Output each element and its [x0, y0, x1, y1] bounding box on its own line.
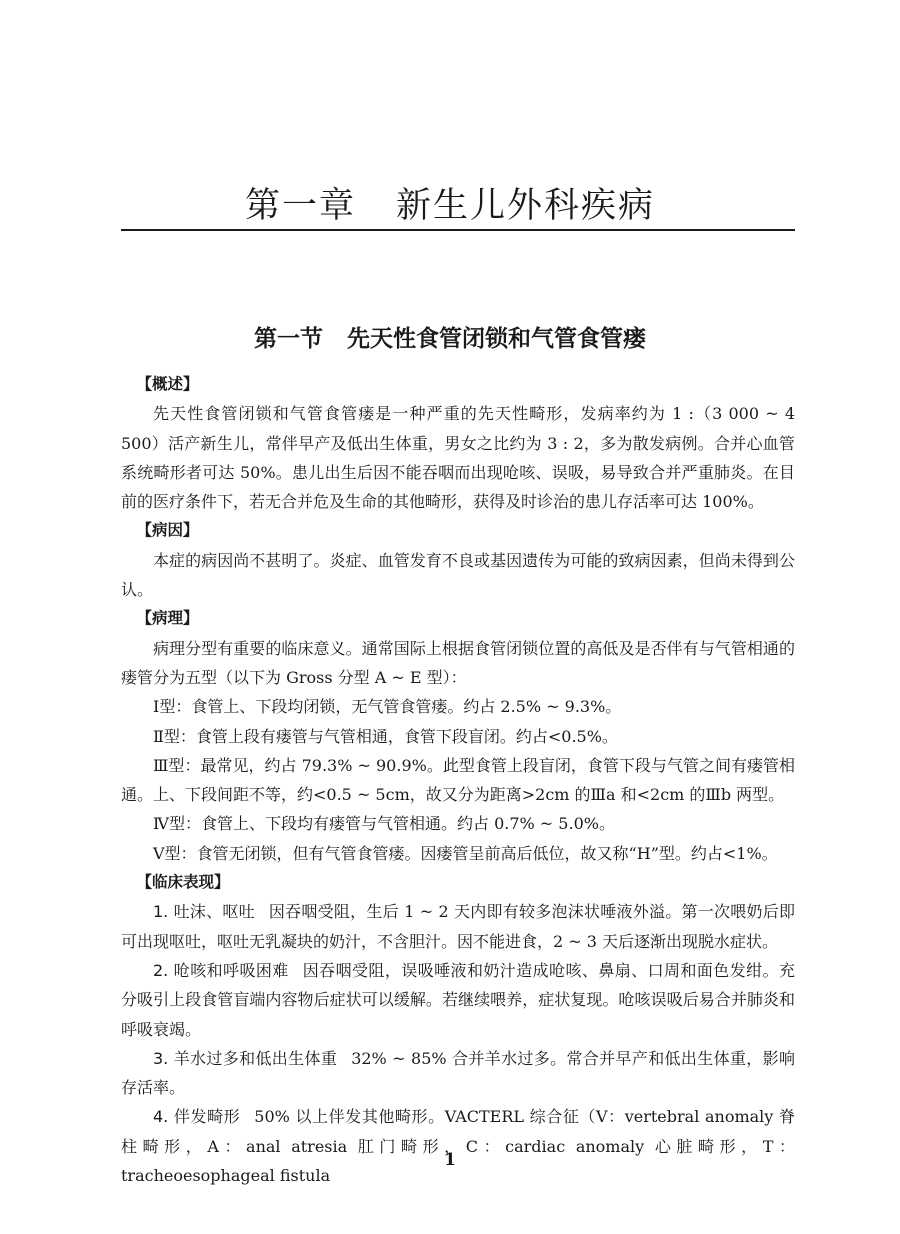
clinical-item-text: 50% 以上伴发其他畸形。VACTERL 综合征（V：vertebral anomaly 脊柱畸形，A：anal atresia 肛门畸形，C：cardiac anomaly 心脏畸形，T：tracheoesophageal fistula	[121, 1107, 795, 1186]
clinical-item-text: 因吞咽受阻，误吸唾液和奶汁造成呛咳、鼻扇、口周和面色发绀。充分吸引上段食管盲端内容物后症状可以缓解。若继续喂养，症状复现。呛咳误吸后易合并肺炎和呼吸衰竭。	[121, 960, 795, 1039]
pathology-type-2: Ⅱ型：食管上段有瘘管与气管相通，食管下段盲闭。约占<0.5%。	[153, 726, 618, 746]
clinical-item-4	[121, 1102, 795, 1190]
etiology-paragraph: 本症的病因尚不甚明了。炎症、血管发育不良或基因遗传为可能的致病因素，但尚未得到公认。	[121, 550, 795, 600]
clinical-item-title: 1. 吐沫、呕吐	[153, 902, 255, 922]
clinical-item-1	[121, 897, 795, 956]
chapter-title	[0, 178, 900, 228]
clinical-item-title: 4. 伴发畸形	[153, 1107, 241, 1127]
section-title	[0, 320, 900, 353]
clinical-item-text: 32% ~ 85% 合并羊水过多。常合并早产和低出生体重，影响存活率。	[121, 1048, 795, 1098]
page-number: 1	[444, 1150, 456, 1170]
chapter-name: 新生儿外科疾病	[396, 186, 656, 226]
section-number: 第一节	[254, 325, 323, 352]
pathology-intro: 病理分型有重要的临床意义。通常国际上根据食管闭锁位置的高低及是否伴有与气管相通的瘘管分为五型（以下为 Gross 分型 A ~ E 型）：	[121, 638, 795, 687]
chapter-number: 第一章	[244, 186, 356, 226]
clinical-item-3	[121, 1044, 795, 1103]
clinical-heading: 【临床表现】	[136, 873, 230, 892]
pathology-type-4: Ⅳ型：食管上、下段均有瘘管与气管相通。约占 0.7% ~ 5.0%。	[153, 814, 615, 834]
pathology-type-3: Ⅲ型：最常见，约占 79.3% ~ 90.9%。此型食管上段盲闭，食管下段与气管之间有瘘管相通。上、下段间距不等，约<0.5 ~ 5cm，故又分为距离>2cm 的Ⅲa 和<2cm 的Ⅲb 两型。	[121, 755, 795, 805]
body-text	[121, 370, 795, 1190]
clinical-item-title: 2. 呛咳和呼吸困难	[153, 960, 289, 980]
clinical-item-title: 3. 羊水过多和低出生体重	[153, 1048, 338, 1068]
chapter-divider	[121, 229, 795, 231]
section-name: 先天性食管闭锁和气管食管瘘	[347, 325, 646, 352]
pathology-heading: 【病理】	[136, 609, 199, 628]
etiology-heading: 【病因】	[136, 521, 199, 540]
clinical-item-text: 因吞咽受阻，生后 1 ~ 2 天内即有较多泡沫状唾液外溢。第一次喂奶后即可出现呕吐，呕吐无乳凝块的奶汁，不含胆汁。因不能进食，2 ~ 3 天后逐渐出现脱水症状。	[121, 902, 795, 951]
overview-heading: 【概述】	[136, 375, 199, 393]
pathology-type-5: Ⅴ型：食管无闭锁，但有气管食管瘘。因瘘管呈前高后低位，故又称“H”型。约占<1%。	[153, 843, 778, 863]
clinical-item-2	[121, 956, 795, 1044]
pathology-type-1: Ⅰ型：食管上、下段均闭锁，无气管食管瘘。约占 2.5% ~ 9.3%。	[153, 697, 622, 717]
overview-paragraph: 先天性食管闭锁和气管食管瘘是一种严重的先天性畸形，发病率约为 1 :（3 000 ~ 4 500）活产新生儿，常伴早产及低出生体重，男女之比约为 3 : 2，多为散发病例。合并心血管系统畸形者可达 50%。患儿出生后因不能吞咽而出现呛咳、误吸，易导致合并严重肺炎。在目前的医疗条件下，若无合并危及生命的其他畸形，获得及时诊治的患儿存活率可达 100%。	[121, 404, 795, 512]
